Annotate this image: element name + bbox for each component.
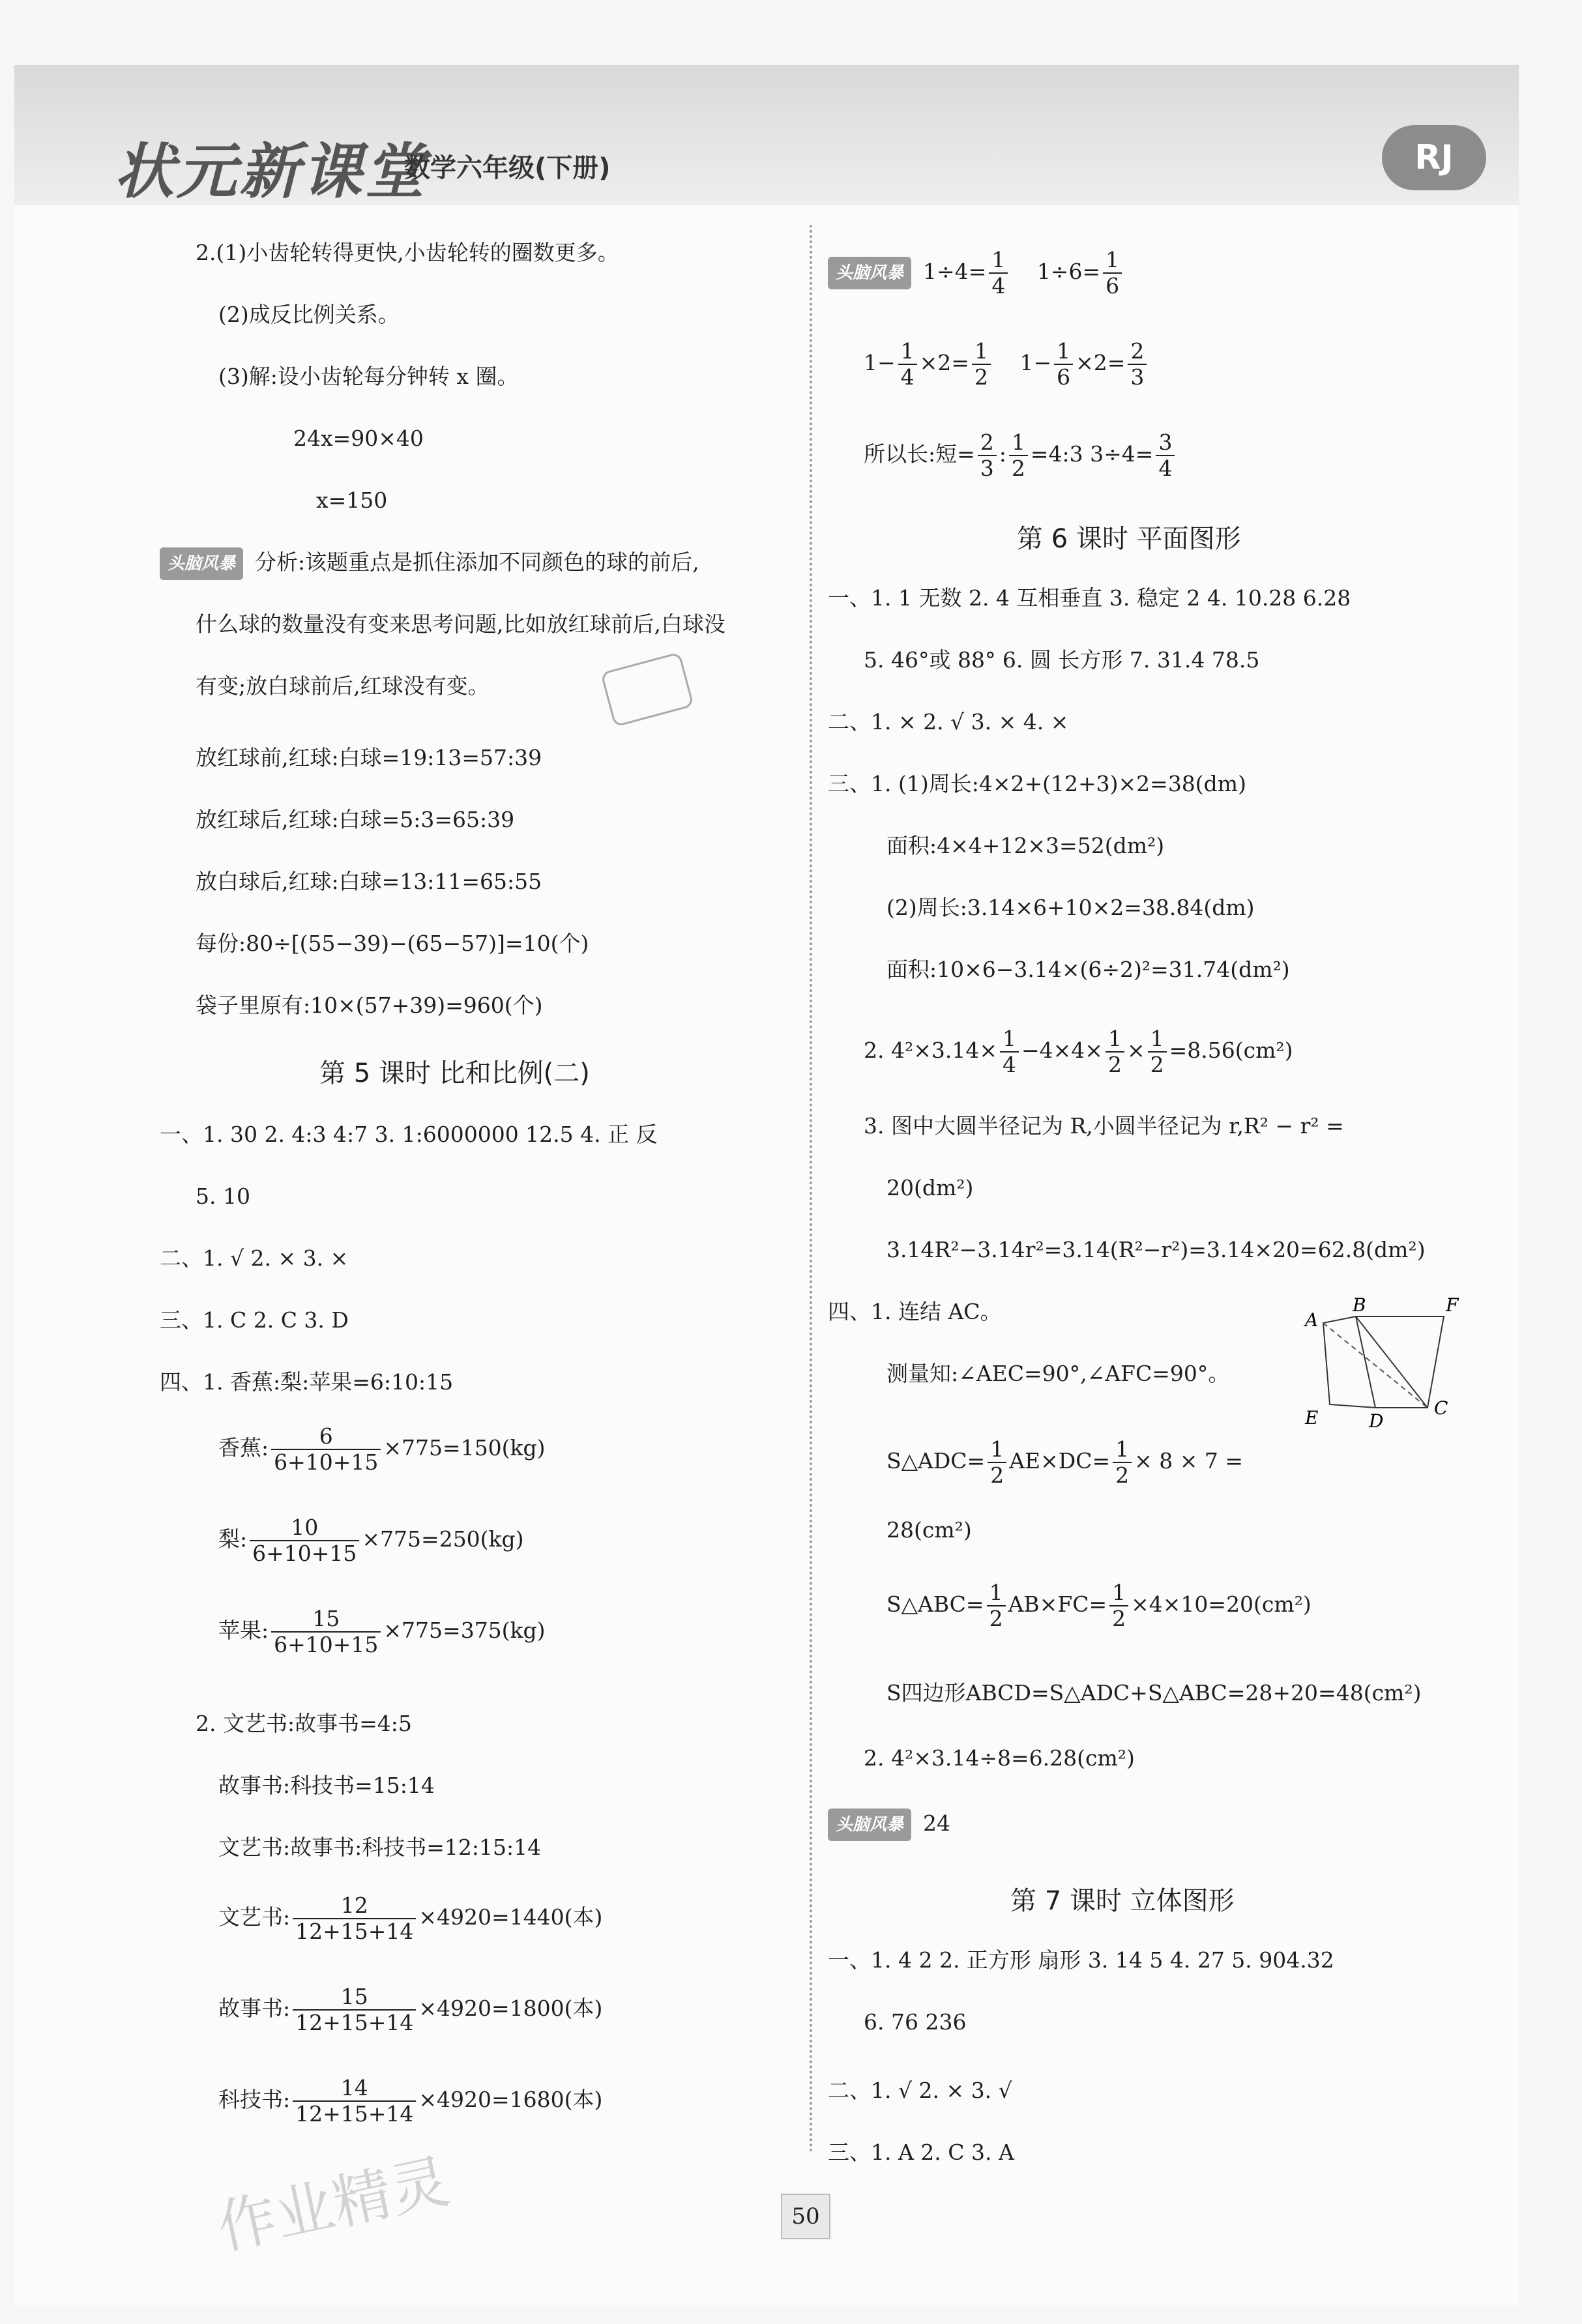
vertex-label: D — [1369, 1410, 1384, 1427]
numerator: 1 — [900, 338, 915, 364]
fraction-line-banana — [218, 1424, 546, 1475]
answer-line: 一、1. 1 无数 2. 4 互相垂直 3. 稳定 2 4. 10.28 6.28 — [828, 585, 1351, 611]
answer-line — [864, 1026, 1293, 1077]
answer-line: S四边形ABCD=S△ADC+S△ABC=28+20=48(cm²) — [886, 1680, 1422, 1706]
denominator: 2 — [1113, 1462, 1132, 1488]
fraction — [1113, 1437, 1132, 1488]
numerator: 1 — [1115, 1436, 1130, 1462]
answer-line: 三、1. (1)周长:4×2+(12+3)×2=38(dm) — [828, 771, 1246, 796]
brainstorm-tag: 头脑风暴 — [828, 257, 911, 289]
brainstorm-line — [828, 248, 1124, 298]
quadrilateral-figure — [1297, 1297, 1467, 1427]
expr: =4:3 3÷4= — [1030, 441, 1154, 467]
expr: ×2= — [1076, 350, 1126, 375]
ratio-line: 每份:80÷[(55−39)−(65−57)]=10(个) — [196, 931, 589, 956]
answer-line: 2.(1)小齿轮转得更快,小齿轮转的圈数更多。 — [196, 240, 619, 265]
ratio-line: 袋子里原有:10×(57+39)=960(个) — [196, 993, 543, 1018]
vertex-label: A — [1305, 1309, 1319, 1331]
numerator: 1 — [1107, 1026, 1122, 1051]
vertex-label: E — [1305, 1407, 1319, 1427]
denominator: 12+15+14 — [293, 1918, 416, 1944]
brainstorm-line: 有变;放白球前后,红球没有变。 — [196, 673, 490, 699]
answer-line: 文艺书:故事书:科技书=12:15:14 — [218, 1835, 542, 1860]
brainstorm-tag: 头脑风暴 — [160, 547, 243, 580]
fraction — [972, 339, 991, 390]
fraction — [1000, 1026, 1019, 1077]
expr: 1÷4= — [923, 259, 987, 284]
numerator: 1 — [1150, 1026, 1164, 1051]
fraction — [1103, 248, 1122, 298]
brainstorm-answer: 24 — [923, 1810, 951, 1836]
expr: AE×DC= — [1009, 1448, 1111, 1474]
denominator: 4 — [1000, 1051, 1019, 1077]
numerator: 1 — [1002, 1026, 1016, 1051]
answer-line: 面积:4×4+12×3=52(dm²) — [886, 833, 1165, 858]
equation-line: x=150 — [316, 487, 388, 513]
fraction — [1156, 430, 1175, 481]
denominator: 6 — [1054, 364, 1073, 390]
numerator: 1 — [1112, 1580, 1126, 1605]
watermark: 作业精灵 — [211, 2147, 456, 2263]
fraction — [1009, 430, 1028, 481]
fraction — [293, 1893, 416, 1944]
denominator: 2 — [972, 364, 991, 390]
answer-line: (3)解:设小齿轮每分钟转 x 圈。 — [218, 364, 519, 389]
denominator: 6 — [1103, 272, 1122, 298]
denominator: 6+10+15 — [271, 1449, 381, 1475]
item-label: 苹果: — [218, 1618, 269, 1643]
numerator: 1 — [1106, 247, 1120, 272]
numerator: 2 — [1130, 338, 1145, 364]
ratio-line: 放红球后,红球:白球=5:3=65:39 — [196, 807, 515, 832]
answer-line: 二、1. √ 2. × 3. √ — [828, 2078, 1012, 2103]
fraction — [271, 1606, 381, 1657]
fraction — [293, 2076, 416, 2127]
fraction-line-story — [218, 1984, 602, 2035]
answer-line: 6. 76 236 — [864, 2009, 967, 2035]
fraction — [1148, 1026, 1167, 1077]
result: ×775=150(kg) — [383, 1435, 546, 1460]
answer-line: 故事书:科技书=15:14 — [218, 1773, 435, 1798]
brainstorm-line — [828, 1808, 950, 1841]
denominator: 4 — [1156, 455, 1175, 481]
answer-line: 2. 文艺书:故事书=4:5 — [196, 1711, 412, 1736]
answer-line: 三、1. C 2. C 3. D — [160, 1307, 349, 1333]
denominator: 2 — [1148, 1051, 1167, 1077]
answer-line: 测量知:∠AEC=90°,∠AFC=90°。 — [886, 1361, 1230, 1386]
denominator: 3 — [1128, 364, 1147, 390]
numerator: 1 — [990, 1436, 1004, 1462]
brainstorm-line — [864, 339, 1149, 390]
page-number: 50 — [781, 2194, 830, 2239]
denominator: 2 — [988, 1462, 1006, 1488]
edition-badge: RJ — [1382, 125, 1486, 190]
answer-line: 面积:10×6−3.14×(6÷2)²=31.74(dm²) — [886, 957, 1290, 982]
numerator: 1 — [1057, 338, 1071, 364]
brainstorm-tag: 头脑风暴 — [828, 1808, 911, 1841]
answer-line: 三、1. A 2. C 3. A — [828, 2140, 1014, 2165]
answer-line: (2)成反比例关系。 — [218, 302, 400, 327]
fraction-line-pear — [218, 1515, 524, 1566]
lesson7-title: 第 7 课时 立体图形 — [1010, 1886, 1235, 1916]
numerator: 15 — [340, 1984, 368, 2009]
denominator: 2 — [1106, 1051, 1124, 1077]
result: ×4×10=20(cm²) — [1131, 1591, 1311, 1617]
brainstorm-line: 什么球的数量没有变来思考问题,比如放红球前后,白球没 — [196, 611, 725, 637]
answer-line: (2)周长:3.14×6+10×2=38.84(dm) — [886, 895, 1255, 920]
numerator: 2 — [980, 429, 994, 455]
fraction — [987, 1580, 1006, 1631]
fraction-line-sci — [218, 2076, 602, 2127]
numerator: 15 — [312, 1606, 340, 1631]
denominator: 2 — [987, 1605, 1006, 1631]
item-label: 梨: — [218, 1526, 248, 1552]
answer-line: 一、1. 30 2. 4:3 4:7 3. 1:6000000 12.5 4. 正 反 — [160, 1122, 658, 1147]
expr: 1− — [864, 350, 896, 375]
answer-line: 5. 10 — [196, 1184, 250, 1209]
fraction-line-apple — [218, 1606, 546, 1657]
answer-line: 二、1. √ 2. × 3. × — [160, 1245, 349, 1271]
expr: 1− — [1019, 350, 1052, 375]
ratio-line: 放白球后,红球:白球=13:11=65:55 — [196, 869, 542, 894]
numerator: 14 — [340, 2075, 368, 2100]
numerator: 12 — [340, 1893, 368, 1918]
equation-line: 24x=90×40 — [293, 426, 424, 451]
denominator: 6+10+15 — [271, 1631, 381, 1657]
numerator: 10 — [291, 1515, 319, 1540]
denominator: 3 — [978, 455, 997, 481]
fraction — [988, 1437, 1006, 1488]
result: ×4920=1440(本) — [418, 1904, 603, 1930]
denominator: 2 — [1109, 1605, 1128, 1631]
item-label: 故事书: — [218, 1996, 291, 2021]
result: ×775=250(kg) — [362, 1526, 524, 1552]
answer-line: 5. 46°或 88° 6. 圆 长方形 7. 31.4 78.5 — [864, 647, 1260, 673]
result: =8.56(cm²) — [1169, 1038, 1293, 1063]
answer-line: 2. 4²×3.14÷8=6.28(cm²) — [864, 1745, 1135, 1771]
fraction — [898, 339, 917, 390]
brainstorm-text: 分析:该题重点是抓住添加不同颜色的球的前后, — [255, 549, 699, 575]
expr: : — [999, 441, 1006, 467]
vertex-label: C — [1434, 1397, 1448, 1419]
brainstorm-line — [160, 547, 699, 580]
denominator: 12+15+14 — [293, 2100, 416, 2127]
fraction — [989, 248, 1008, 298]
fraction — [978, 430, 997, 481]
expr: S△ABC= — [886, 1591, 984, 1617]
fraction — [1109, 1580, 1128, 1631]
lesson5-title: 第 5 课时 比和比例(二) — [319, 1058, 590, 1088]
answer-line: 一、1. 4 2 2. 正方形 扇形 3. 14 5 4. 27 5. 904.32 — [828, 1947, 1334, 1973]
column-divider — [810, 225, 812, 2154]
answer-line: 28(cm²) — [886, 1517, 972, 1543]
fraction-line-art — [218, 1893, 602, 1944]
answer-line: 20(dm²) — [886, 1175, 974, 1200]
answer-line: 3.14R²−3.14r²=3.14(R²−r²)=3.14×20=62.8(dm²) — [886, 1237, 1426, 1262]
result: ×4920=1800(本) — [418, 1996, 603, 2021]
expr: × — [1126, 1038, 1145, 1063]
vertex-label: B — [1353, 1297, 1366, 1316]
expr: 2. 4²×3.14× — [864, 1038, 997, 1063]
numerator: 1 — [1011, 429, 1025, 455]
denominator: 12+15+14 — [293, 2009, 416, 2035]
answer-line: 四、1. 连结 AC。 — [828, 1299, 1002, 1324]
denominator: 2 — [1009, 455, 1028, 481]
answer-line: 二、1. × 2. √ 3. × 4. × — [828, 709, 1069, 734]
numerator: 1 — [989, 1580, 1003, 1605]
numerator: 3 — [1158, 429, 1173, 455]
fraction — [1128, 339, 1147, 390]
subject-title: 数学六年级(下册) — [404, 153, 611, 183]
lesson6-title: 第 6 课时 平面图形 — [1017, 524, 1241, 554]
answer-line — [886, 1437, 1243, 1488]
result: ×4920=1680(本) — [418, 2087, 603, 2112]
answer-line: 四、1. 香蕉:梨:苹果=6:10:15 — [160, 1369, 454, 1395]
expr: 所以长:短= — [864, 441, 975, 467]
denominator: 4 — [989, 272, 1008, 298]
expr: 1÷6= — [1036, 259, 1101, 284]
fraction — [1106, 1026, 1124, 1077]
item-label: 科技书: — [218, 2087, 291, 2112]
vertex-label: F — [1446, 1297, 1459, 1316]
numerator: 6 — [319, 1423, 333, 1449]
fraction — [250, 1515, 359, 1566]
denominator: 6+10+15 — [250, 1540, 359, 1566]
result: ×775=375(kg) — [383, 1618, 546, 1643]
expr: S△ADC= — [886, 1448, 986, 1474]
numerator: 1 — [974, 338, 988, 364]
answer-line — [886, 1580, 1311, 1631]
answer-line: 3. 图中大圆半径记为 R,小圆半径记为 r,R² − r² = — [864, 1113, 1344, 1139]
brand-logo: 状元新课堂 — [114, 137, 428, 207]
brainstorm-line — [864, 430, 1177, 481]
item-label: 香蕉: — [218, 1435, 269, 1460]
fraction — [293, 1984, 416, 2035]
fraction — [1054, 339, 1073, 390]
result: × 8 × 7 = — [1134, 1448, 1244, 1474]
denominator: 4 — [898, 364, 917, 390]
fraction — [271, 1424, 381, 1475]
expr: AB×FC= — [1008, 1591, 1107, 1617]
numerator: 1 — [991, 247, 1006, 272]
expr: ×2= — [919, 350, 969, 375]
ratio-line: 放红球前,红球:白球=19:13=57:39 — [196, 745, 542, 770]
item-label: 文艺书: — [218, 1904, 291, 1930]
expr: −4×4× — [1021, 1038, 1103, 1063]
